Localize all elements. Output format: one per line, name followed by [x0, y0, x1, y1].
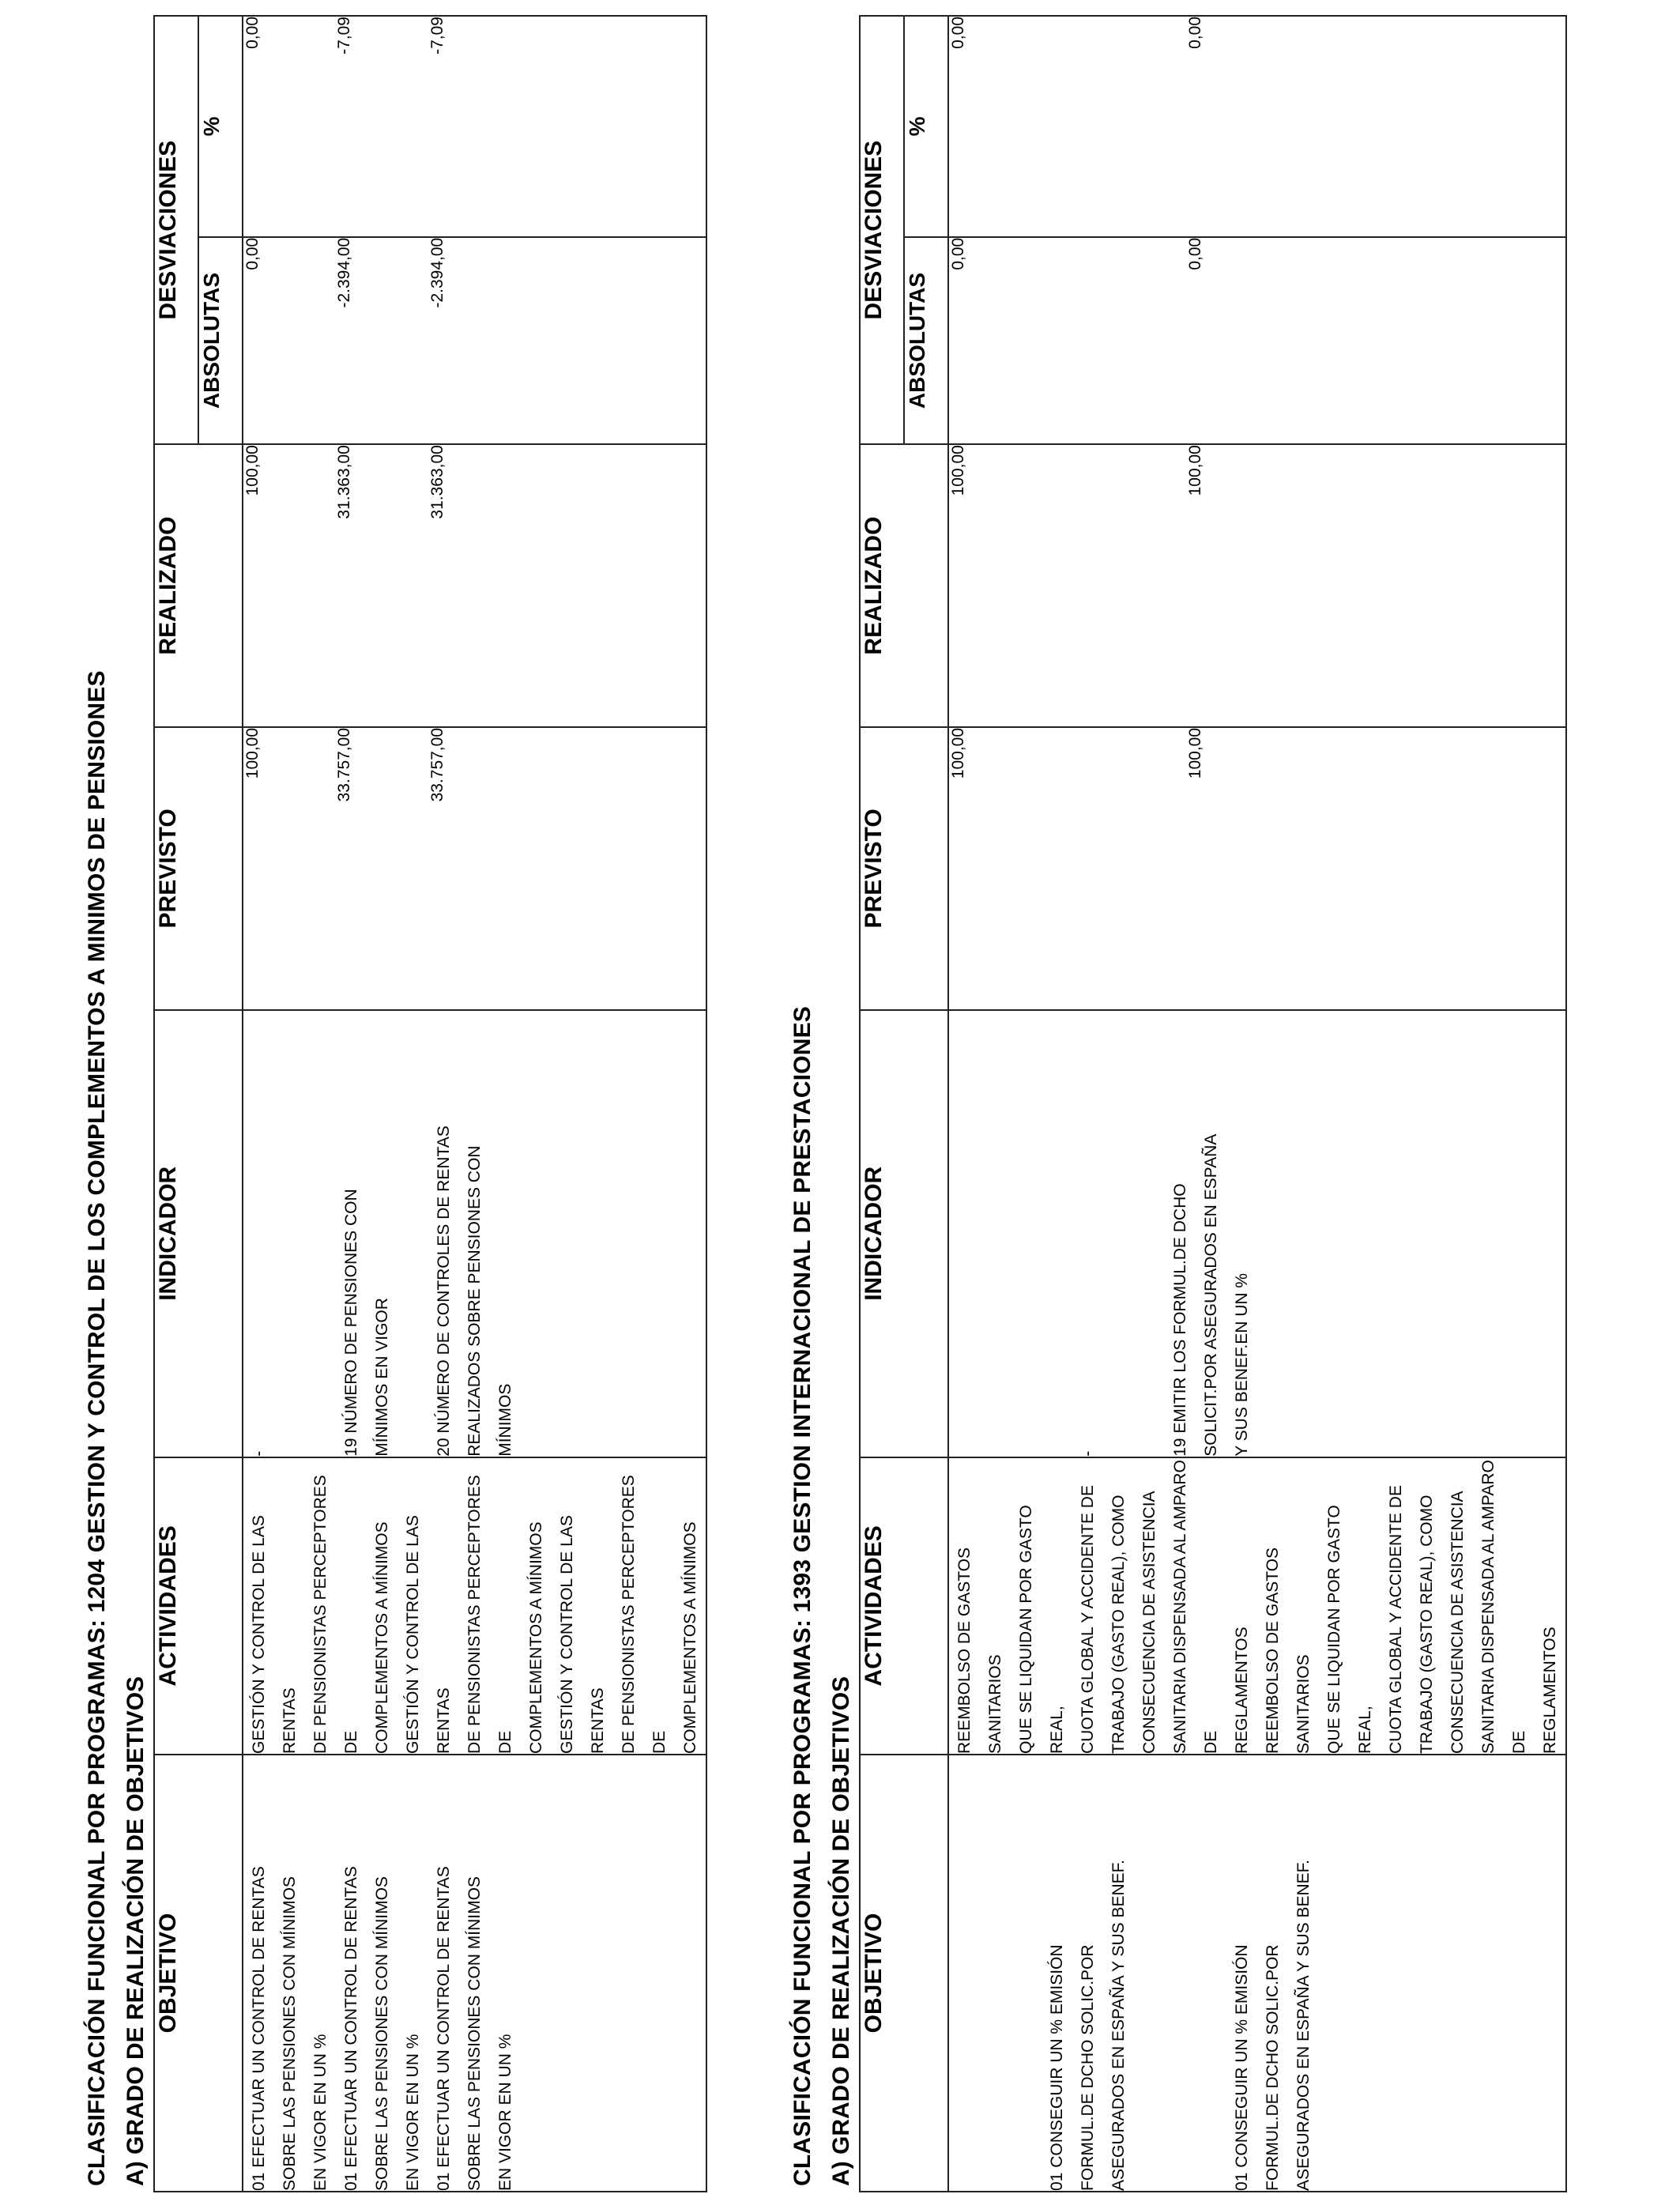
realizado-value: 100,00: [243, 445, 262, 496]
previsto-value: 33.757,00: [428, 727, 446, 802]
objetivo-line: [1196, 1755, 1226, 2191]
indicador-line: -: [250, 1450, 268, 1457]
header-actividades: ACTIVIDADES: [154, 1457, 243, 1755]
objetivo-line: ASEGURADOS EN ESPAÑA Y SUS BENEF.: [1109, 1860, 1128, 2191]
objetivo-line: [1011, 1755, 1042, 2191]
actividades-line: DE PENSIONISTAS PERCEPTORES DE: [465, 1475, 514, 1755]
indicador-line: [949, 1011, 980, 1457]
actividades-line: DE PENSIONISTAS PERCEPTORES DE: [620, 1475, 669, 1755]
indicador-line: Y SUS BENEF.EN UN %: [1233, 1272, 1251, 1457]
absolutas-cell: [948, 237, 1566, 444]
realizado-value: 100,00: [949, 445, 967, 496]
actividades-line: REGLAMENTOS: [1233, 1627, 1251, 1755]
absolutas-cell: [243, 237, 706, 444]
actividades-line: REGLAMENTOS: [1541, 1627, 1559, 1755]
actividades-line: QUE SE LIQUIDAN POR GASTO REAL,: [1017, 1505, 1066, 1755]
objetivo-line: EN VIGOR EN UN %: [404, 2034, 422, 2191]
actividades-line: COMPLEMENTOS A MÍNIMOS: [527, 1521, 545, 1755]
section-subtitle: A) GRADO DE REALIZACIÓN DE OBJETIVOS: [122, 1676, 149, 2186]
indicador-line: 20 NÚMERO DE CONTROLES DE RENTAS: [435, 1125, 453, 1457]
header-indicador: INDICADOR: [154, 1010, 243, 1457]
porcentaje-cell: [243, 16, 706, 237]
objectives-table: [153, 15, 707, 2192]
actividades-line: GESTIÓN Y CONTROL DE LAS RENTAS: [558, 1515, 607, 1755]
realizado-cell: [243, 444, 706, 727]
indicador-line: 19 NÚMERO DE PENSIONES CON: [342, 1189, 360, 1457]
objetivo-line: FORMUL.DE DCHO SOLIC.POR: [1264, 1944, 1282, 2191]
objetivo-line: [1165, 1755, 1196, 2191]
objetivo-line: ASEGURADOS EN ESPAÑA Y SUS BENEF.: [1294, 1860, 1313, 2191]
header-porcentaje: %: [904, 16, 948, 237]
actividades-line: COMPLEMENTOS A MÍNIMOS: [681, 1521, 699, 1755]
porcentaje-cell: [948, 16, 1566, 237]
indicador-line: -: [1079, 1450, 1097, 1457]
header-indicador: INDICADOR: [860, 1010, 948, 1457]
indicador-line: 19 EMITIR LOS FORMUL.DE DCHO: [1171, 1183, 1189, 1457]
indicador-line: [1042, 1011, 1072, 1457]
realizado-value: 31.363,00: [335, 445, 353, 519]
table-row: [243, 16, 706, 2192]
objetivo-cell: [948, 1755, 1566, 2192]
indicador-line: SOLICIT.POR ASEGURADOS EN ESPAÑA: [1202, 1133, 1220, 1457]
actividades-line: COMPLEMENTOS A MÍNIMOS: [373, 1521, 391, 1755]
objetivo-line: [1134, 1755, 1165, 2191]
objetivo-line: SOBRE LAS PENSIONES CON MÍNIMOS: [281, 1876, 299, 2191]
absolutas-value: -2.394,00: [428, 237, 446, 308]
actividades-cell: [948, 1457, 1566, 1755]
absolutas-value: 0,00: [949, 237, 967, 270]
section-subtitle: A) GRADO DE REALIZACIÓN DE OBJETIVOS: [828, 1676, 854, 2186]
porcentaje-value: 0,00: [243, 17, 262, 49]
section-title: CLASIFICACIÓN FUNCIONAL POR PROGRAMAS: 1393 GESTION INTERNACIONAL DE PRESTACIONES: [789, 1006, 816, 2186]
actividades-line: TRABAJO (GASTO REAL), COMO: [1109, 1495, 1128, 1755]
porcentaje-value: -7,09: [335, 17, 353, 55]
objetivo-line: SOBRE LAS PENSIONES CON MÍNIMOS: [465, 1876, 484, 2191]
objetivo-line: FORMUL.DE DCHO SOLIC.POR: [1079, 1944, 1097, 2191]
actividades-line: SANITARIA DISPENSADA AL AMPARO DE: [1171, 1460, 1220, 1755]
indicador-line: MÍNIMOS EN VIGOR: [373, 1298, 391, 1457]
header-desviaciones: DESVIACIONES: [154, 16, 198, 444]
porcentaje-value: -7,09: [428, 17, 446, 55]
actividades-line: REEMBOLSO DE GASTOS SANITARIOS: [1264, 1547, 1313, 1755]
previsto-cell: [243, 727, 706, 1010]
previsto-value: 33.757,00: [335, 727, 353, 802]
actividades-line: TRABAJO (GASTO REAL), COMO: [1418, 1495, 1436, 1755]
objetivo-line: 01 EFECTUAR UN CONTROL DE RENTAS: [435, 1866, 453, 2191]
actividades-line: GESTIÓN Y CONTROL DE LAS RENTAS: [250, 1515, 299, 1755]
header-objetivo: OBJETIVO: [860, 1755, 948, 2192]
header-desviaciones: DESVIACIONES: [860, 16, 904, 444]
indicador-cell: [243, 1010, 706, 1457]
actividades-line: QUE SE LIQUIDAN POR GASTO REAL,: [1325, 1505, 1374, 1755]
absolutas-value: 0,00: [1186, 237, 1204, 270]
actividades-line: SANITARIA DISPENSADA AL AMPARO DE: [1479, 1460, 1528, 1755]
actividades-line: DE PENSIONISTAS PERCEPTORES DE: [311, 1475, 360, 1755]
objetivo-line: [980, 1755, 1011, 2191]
previsto-value: 100,00: [1186, 727, 1204, 779]
header-realizado: REALIZADO: [154, 444, 243, 727]
indicador-line: [1134, 1011, 1165, 1457]
indicador-line: REALIZADOS SOBRE PENSIONES CON: [465, 1145, 484, 1457]
porcentaje-value: 0,00: [1186, 17, 1204, 49]
previsto-value: 100,00: [243, 727, 262, 779]
previsto-cell: [948, 727, 1566, 1010]
indicador-line: [397, 1011, 428, 1457]
indicador-line: [980, 1011, 1011, 1457]
previsto-value: 100,00: [949, 727, 967, 779]
objetivo-line: SOBRE LAS PENSIONES CON MÍNIMOS: [373, 1876, 391, 2191]
indicador-line: [274, 1011, 305, 1457]
indicador-line: [1103, 1011, 1134, 1457]
indicador-line: MÍNIMOS: [496, 1383, 514, 1457]
absolutas-value: 0,00: [243, 237, 262, 270]
indicador-line: [1011, 1011, 1042, 1457]
actividades-line: CUOTA GLOBAL Y ACCIDENTE DE: [1387, 1485, 1405, 1755]
actividades-line: CUOTA GLOBAL Y ACCIDENTE DE: [1079, 1485, 1097, 1755]
objetivo-line: [949, 1755, 980, 2191]
table-row: [948, 16, 1566, 2192]
header-porcentaje: %: [198, 16, 243, 237]
header-realizado: REALIZADO: [860, 444, 948, 727]
objetivo-cell: [243, 1755, 706, 2192]
actividades-line: CONSECUENCIA DE ASISTENCIA: [1140, 1491, 1158, 1755]
objetivo-line: 01 EFECTUAR UN CONTROL DE RENTAS: [250, 1866, 268, 2191]
realizado-value: 100,00: [1186, 445, 1204, 496]
indicador-cell: [948, 1010, 1566, 1457]
indicador-line: [305, 1011, 336, 1457]
header-objetivo: OBJETIVO: [154, 1755, 243, 2192]
objetivo-line: EN VIGOR EN UN %: [496, 2034, 514, 2191]
objetivo-line: EN VIGOR EN UN %: [311, 2034, 330, 2191]
header-absolutas: ABSOLUTAS: [904, 237, 948, 444]
header-actividades: ACTIVIDADES: [860, 1457, 948, 1755]
objetivo-line: 01 CONSEGUIR UN % EMISIÓN: [1233, 1944, 1251, 2191]
absolutas-value: -2.394,00: [335, 237, 353, 308]
realizado-cell: [948, 444, 1566, 727]
actividades-line: REEMBOLSO DE GASTOS SANITARIOS: [955, 1547, 1004, 1755]
actividades-cell: [243, 1457, 706, 1755]
header-absolutas: ABSOLUTAS: [198, 237, 243, 444]
actividades-line: GESTIÓN Y CONTROL DE LAS RENTAS: [404, 1515, 453, 1755]
realizado-value: 31.363,00: [428, 445, 446, 519]
header-previsto: PREVISTO: [860, 727, 948, 1010]
objectives-table: [859, 15, 1567, 2192]
header-previsto: PREVISTO: [154, 727, 243, 1010]
objetivo-line: 01 CONSEGUIR UN % EMISIÓN: [1048, 1944, 1066, 2191]
porcentaje-value: 0,00: [949, 17, 967, 49]
section-title: CLASIFICACIÓN FUNCIONAL POR PROGRAMAS: 1204 GESTION Y CONTROL DE LOS COMPLEMENTOS A MINIMOS DE PENSIONES: [84, 670, 110, 2186]
objetivo-line: 01 EFECTUAR UN CONTROL DE RENTAS: [342, 1866, 360, 2191]
actividades-line: CONSECUENCIA DE ASISTENCIA: [1448, 1491, 1467, 1755]
